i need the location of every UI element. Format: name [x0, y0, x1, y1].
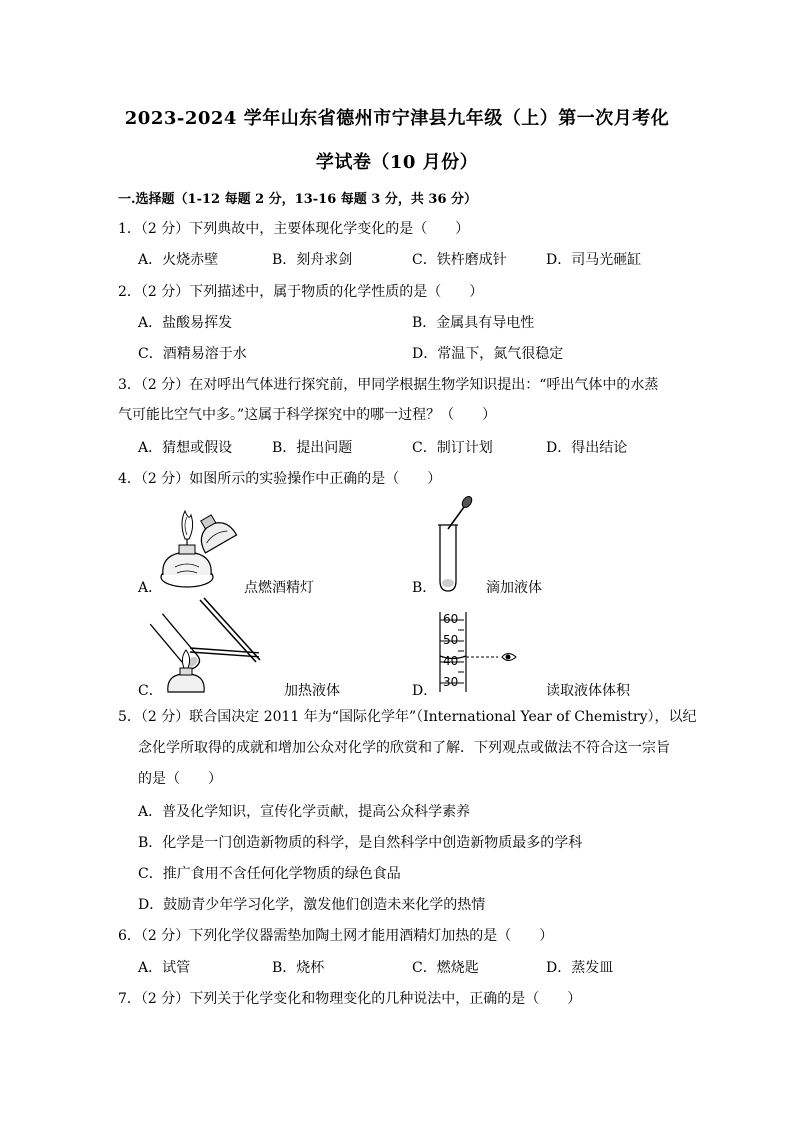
- q2-option-a: A．盐酸易挥发: [138, 315, 233, 331]
- question-4-stem: 4．（2 分）如图所示的实验操作中正确的是（ ）: [118, 471, 442, 487]
- q1-option-c: C．铁杵磨成针: [412, 252, 507, 268]
- q4-option-d: D．: [412, 683, 438, 699]
- figure-dropping-liquid: [430, 495, 480, 595]
- q4-option-b: B．: [412, 580, 437, 596]
- question-5-stem-line2: 念化学所取得的成就和增加公众对化学的欣赏和了解．下列观点或做法不符合这一宗旨: [138, 740, 670, 756]
- q3-option-d: D．得出结论: [546, 440, 628, 456]
- cylinder-tick-40: 40: [443, 654, 459, 668]
- question-3-stem-line1: 3．（2 分）在对呼出气体进行探究前，甲同学根据生物学知识提出：“呼出气体中的水蒸: [118, 377, 659, 393]
- cylinder-tick-30: 30: [443, 675, 459, 689]
- figure-heating-liquid: [160, 596, 270, 696]
- q1-option-b: B．刻舟求剑: [272, 252, 353, 268]
- q3-option-b: B．提出问题: [272, 440, 353, 456]
- q6-option-a: A．试管: [138, 960, 191, 976]
- caption-reading-volume: 读取液体体积: [546, 683, 630, 699]
- q6-option-c: C．燃烧匙: [412, 960, 479, 976]
- caption-lighting-alcohol-lamp: 点燃酒精灯: [244, 580, 314, 596]
- caption-dropping-liquid: 滴加液体: [486, 580, 542, 596]
- question-6-stem: 6．（2 分）下列化学仪器需垫加陶土网才能用酒精灯加热的是（ ）: [118, 928, 554, 944]
- question-2-stem: 2．（2 分）下列描述中，属于物质的化学性质的是（ ）: [118, 284, 484, 300]
- caption-heating-liquid: 加热液体: [284, 683, 340, 699]
- question-1-stem: 1．（2 分）下列典故中，主要体现化学变化的是（ ）: [118, 221, 470, 237]
- q3-option-c: C．制订计划: [412, 440, 493, 456]
- section-heading: 一.选择题（1-12 每题 2 分，13-16 每题 3 分，共 36 分）: [118, 192, 478, 207]
- q2-option-b: B．金属具有导电性: [412, 315, 535, 331]
- q6-option-d: D．蒸发皿: [546, 960, 614, 976]
- q5-option-c: C．推广食用不含任何化学物质的绿色食品: [138, 866, 401, 882]
- q5-option-b: B．化学是一门创造新物质的科学，是自然科学中创造新物质最多的学科: [138, 835, 583, 851]
- q6-option-b: B．烧杯: [272, 960, 325, 976]
- q5-option-a: A．普及化学知识，宣传化学贡献，提高公众科学素养: [138, 804, 471, 820]
- exam-title-line1: 2023-2024 学年山东省德州市宁津县九年级（上）第一次月考化: [124, 108, 670, 129]
- question-5-stem-line1: 5．（2 分）联合国决定 2011 年为“国际化学年”（International Year of Chemistry），以纪: [118, 709, 697, 725]
- exam-title-line2: 学试卷（10 月份）: [315, 152, 479, 173]
- q2-option-c: C．酒精易溶于水: [138, 346, 247, 362]
- q2-option-d: D．常温下，氮气很稳定: [412, 346, 564, 362]
- q4-option-a: A．: [138, 580, 163, 596]
- question-3-stem-line2: 气可能比空气中多。”这属于科学探究中的哪一过程？（ ）: [118, 407, 497, 423]
- cylinder-tick-50: 50: [443, 633, 459, 647]
- figure-lighting-alcohol-lamp: [155, 505, 245, 595]
- question-5-stem-line3: 的是（ ）: [138, 771, 222, 787]
- question-7-stem: 7．（2 分）下列关于化学变化和物理变化的几种说法中，正确的是（ ）: [118, 991, 582, 1007]
- q4-option-c: C．: [138, 683, 163, 699]
- cylinder-tick-60: 60: [443, 612, 459, 626]
- q1-option-a: A．火烧赤壁: [138, 252, 219, 268]
- q1-option-d: D．司马光砸缸: [546, 252, 642, 268]
- q5-option-d: D．鼓励青少年学习化学，激发他们创造未来化学的热情: [138, 897, 486, 913]
- q3-option-a: A．猜想或假设: [138, 440, 233, 456]
